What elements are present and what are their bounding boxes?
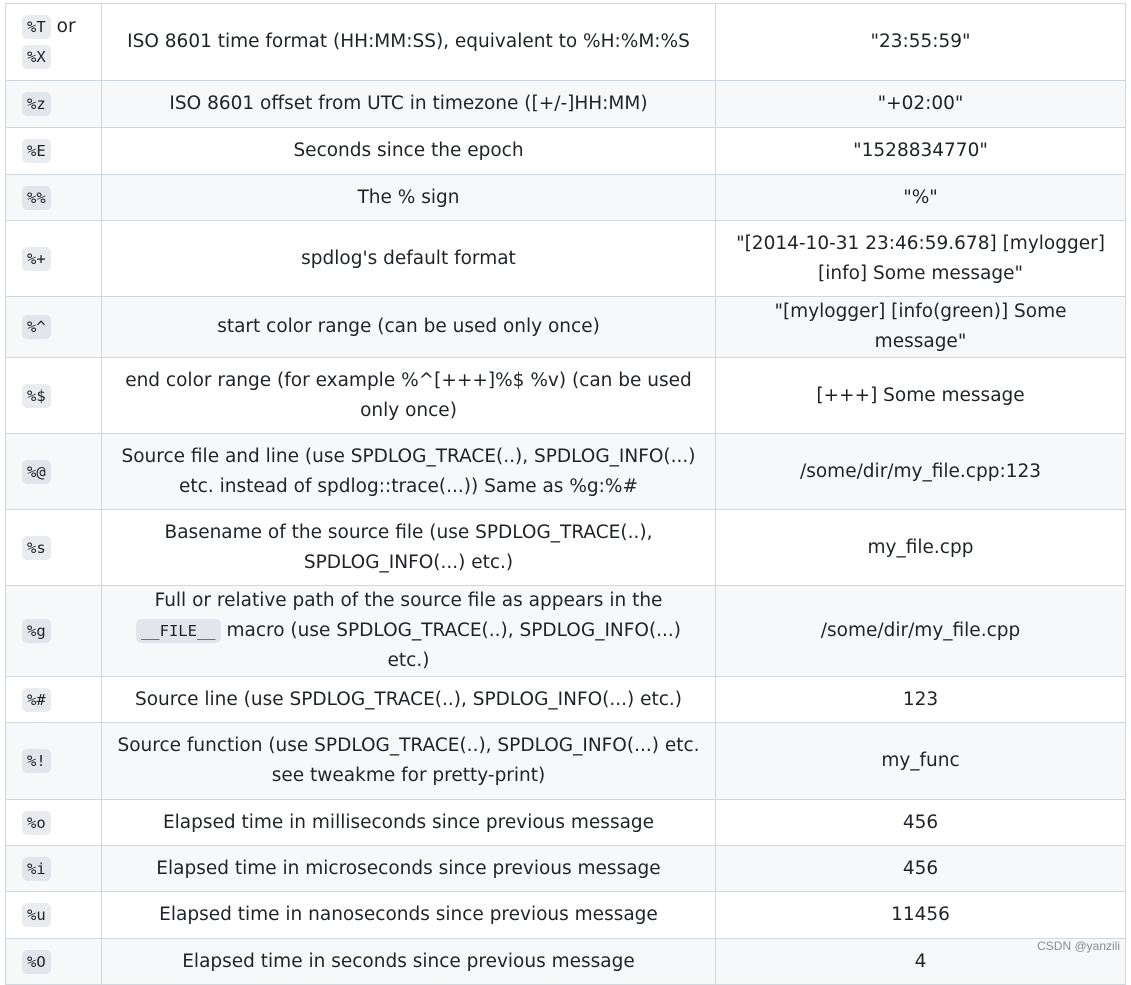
flag-cell — [6, 175, 102, 221]
description-cell: Elapsed time in milliseconds since previous message — [102, 800, 716, 846]
flag-cell — [6, 939, 102, 985]
flag-cell — [6, 358, 102, 434]
flag-cell — [6, 723, 102, 800]
format-flags-table — [5, 3, 1126, 985]
flag-code: %T — [22, 15, 51, 39]
flag-cell — [6, 892, 102, 939]
table-row — [6, 434, 1126, 510]
table-row — [6, 128, 1126, 175]
flag-code: %$ — [22, 384, 51, 408]
description-cell: Basename of the source file (use SPDLOG_TRACE(..), SPDLOG_INFO(...) etc.) — [102, 510, 716, 586]
flag-code: %o — [22, 811, 51, 835]
table-row — [6, 892, 1126, 939]
flag-code: %^ — [22, 315, 51, 339]
table-row — [6, 4, 1126, 81]
description-cell: start color range (can be used only once) — [102, 297, 716, 358]
flag-cell — [6, 4, 102, 81]
table-row — [6, 175, 1126, 221]
watermark-text: CSDN @yanzili — [1037, 939, 1120, 953]
example-cell: 11456 — [716, 892, 1126, 939]
flag-cell — [6, 586, 102, 677]
flag-cell — [6, 81, 102, 128]
description-cell: end color range (for example %^[+++]%$ %v) (can be used only once) — [102, 358, 716, 434]
description-cell: ISO 8601 offset from UTC in timezone ([+/-]HH:MM) — [102, 81, 716, 128]
description-text-pre: Full or relative path of the source file as appears in the — [154, 590, 663, 611]
flag-code: %g — [22, 619, 51, 643]
flag-code: %i — [22, 857, 51, 881]
table-row — [6, 358, 1126, 434]
flag-cell — [6, 510, 102, 586]
example-cell: 123 — [716, 677, 1126, 723]
example-cell: my_func — [716, 723, 1126, 800]
table-row — [6, 846, 1126, 892]
example-cell: "1528834770" — [716, 128, 1126, 175]
table-row — [6, 800, 1126, 846]
description-cell: Elapsed time in microseconds since previous message — [102, 846, 716, 892]
example-cell: [+++] Some message — [716, 358, 1126, 434]
flag-code: %O — [22, 950, 51, 974]
description-cell: Source function (use SPDLOG_TRACE(..), SPDLOG_INFO(...) etc. see tweakme for pretty-print) — [102, 723, 716, 800]
example-cell: "+02:00" — [716, 81, 1126, 128]
description-cell: Elapsed time in nanoseconds since previous message — [102, 892, 716, 939]
flag-cell — [6, 297, 102, 358]
table-row — [6, 723, 1126, 800]
table-row — [6, 939, 1126, 985]
description-cell: The % sign — [102, 175, 716, 221]
file-macro-code: __FILE__ — [136, 619, 221, 643]
or-text: or — [56, 16, 76, 37]
table-row — [6, 221, 1126, 297]
description-cell: spdlog's default format — [102, 221, 716, 297]
description-text-post: macro (use SPDLOG_TRACE(..), SPDLOG_INFO(...) etc.) — [226, 620, 682, 671]
table-row — [6, 81, 1126, 128]
example-cell: 4 — [716, 939, 1126, 985]
flag-code: %! — [22, 749, 51, 773]
flag-cell — [6, 677, 102, 723]
example-cell: 456 — [716, 846, 1126, 892]
example-cell: "%" — [716, 175, 1126, 221]
table-row — [6, 677, 1126, 723]
flag-cell — [6, 221, 102, 297]
example-cell: "[mylogger] [info(green)] Some message" — [716, 297, 1126, 358]
flag-code: %u — [22, 903, 51, 927]
flag-code: %s — [22, 536, 51, 560]
example-cell: "23:55:59" — [716, 4, 1126, 81]
flag-cell — [6, 128, 102, 175]
example-cell: 456 — [716, 800, 1126, 846]
description-cell: ISO 8601 time format (HH:MM:SS), equivalent to %H:%M:%S — [102, 4, 716, 81]
flag-code: %% — [22, 186, 51, 210]
description-cell: Seconds since the epoch — [102, 128, 716, 175]
flag-code: %E — [22, 139, 51, 163]
flag-code: %# — [22, 688, 51, 712]
flag-code: %@ — [22, 460, 51, 484]
flag-cell — [6, 800, 102, 846]
example-cell: "[2014-10-31 23:46:59.678] [mylogger] [info] Some message" — [716, 221, 1126, 297]
example-cell: /some/dir/my_file.cpp — [716, 586, 1126, 677]
flag-cell — [6, 434, 102, 510]
description-cell: Source line (use SPDLOG_TRACE(..), SPDLOG_INFO(...) etc.) — [102, 677, 716, 723]
description-cell — [102, 586, 716, 677]
table-row — [6, 510, 1126, 586]
table-row — [6, 297, 1126, 358]
flag-code-alt: %X — [22, 45, 51, 69]
description-cell: Source file and line (use SPDLOG_TRACE(..), SPDLOG_INFO(...) etc. instead of spdlog::trace(...)) Same as %g:%# — [102, 434, 716, 510]
example-cell: my_file.cpp — [716, 510, 1126, 586]
example-cell: /some/dir/my_file.cpp:123 — [716, 434, 1126, 510]
flag-code: %+ — [22, 247, 51, 271]
table-row — [6, 586, 1126, 677]
flag-code: %z — [22, 92, 51, 116]
description-cell: Elapsed time in seconds since previous message — [102, 939, 716, 985]
flag-cell — [6, 846, 102, 892]
